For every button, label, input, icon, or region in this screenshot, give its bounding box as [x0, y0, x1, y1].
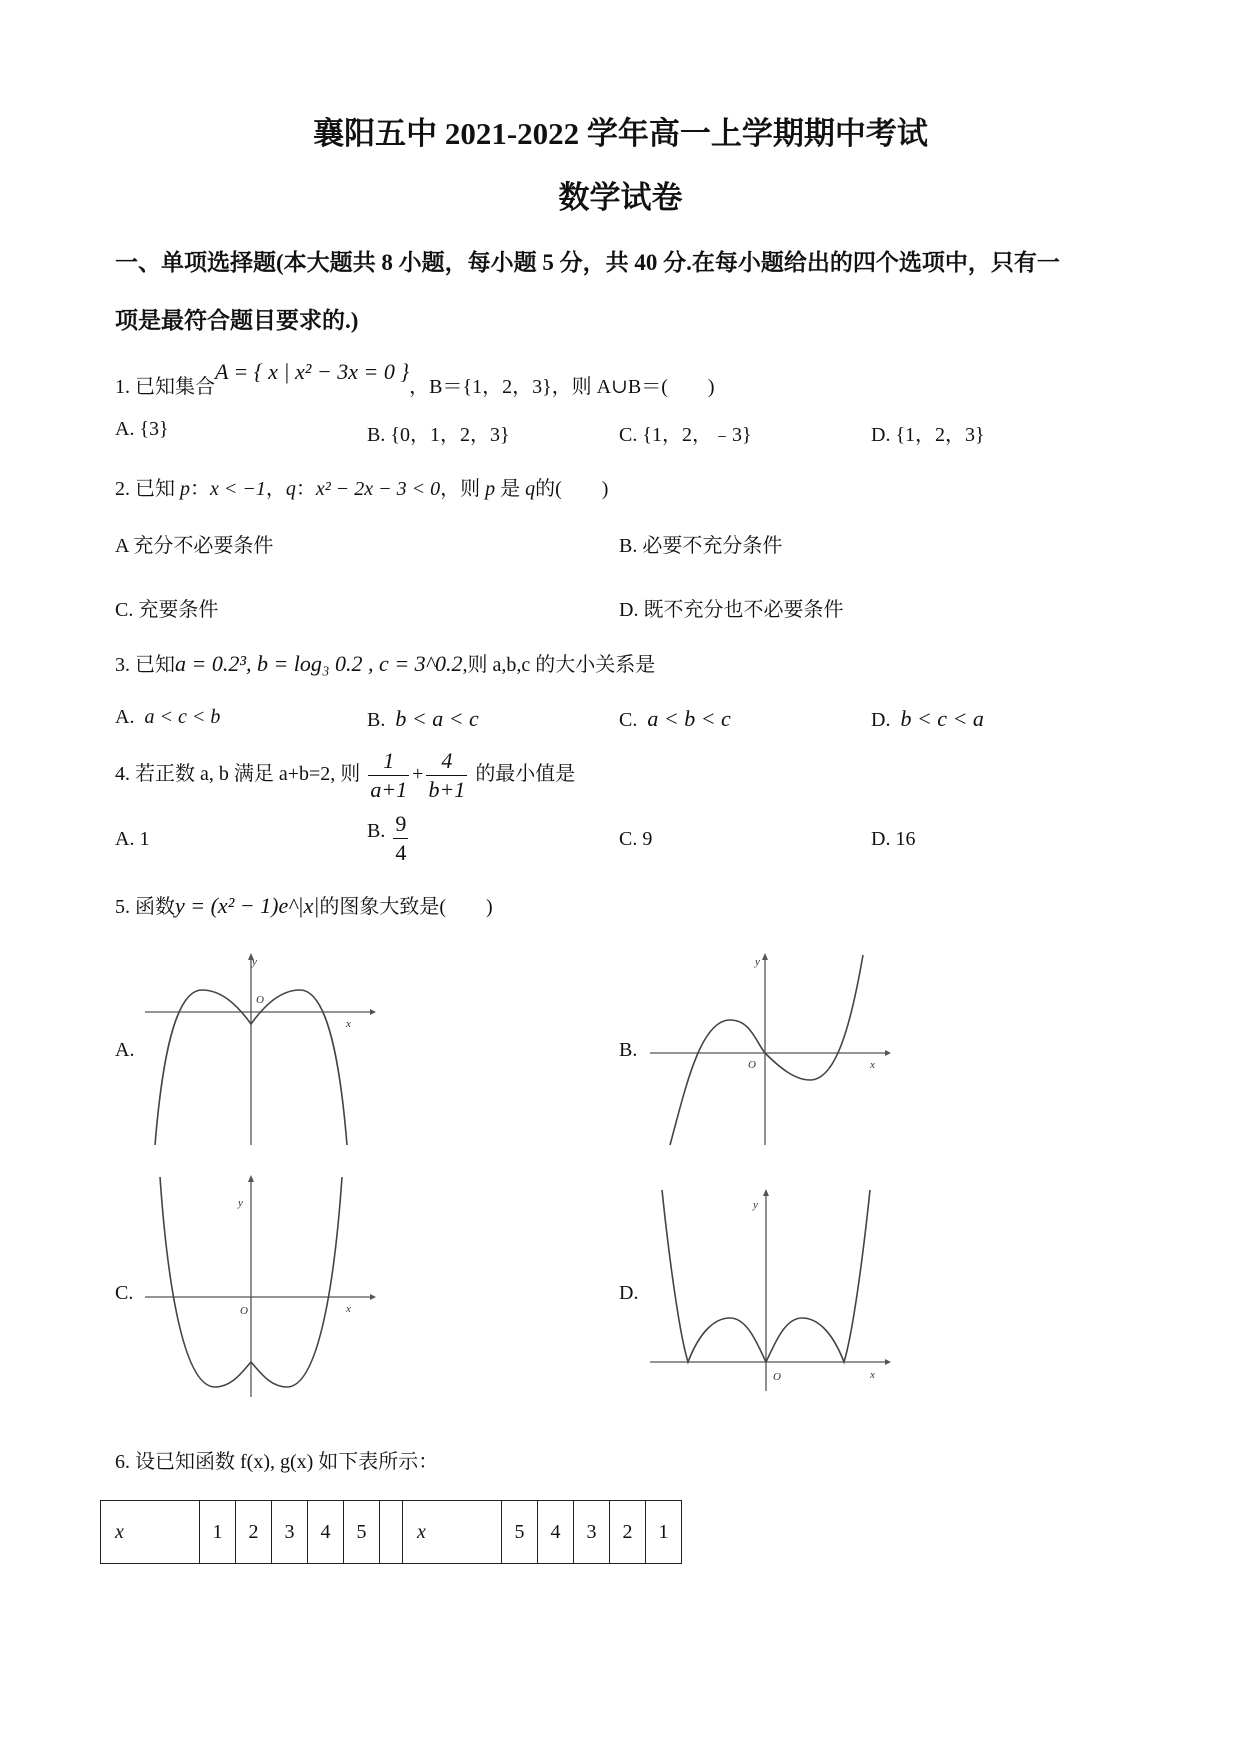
q3-option-d: D. b < c < a [871, 706, 984, 731]
q1-suffix: ，B＝{1，2，3}，则 A∪B＝( ) [409, 376, 715, 398]
q1-option-c: C. {1，2，﹣3} [619, 424, 752, 446]
q3-suffix: ,则 a,b,c 的大小关系是 [462, 654, 656, 676]
table-cell: 1 [200, 1501, 236, 1564]
svg-text:O: O [748, 1059, 756, 1071]
q4-option-b: B. $\frac{9}{4}$ [367, 811, 407, 865]
q1-option-d: D. {1，2，3} [871, 424, 985, 446]
q2-colon1: ： [190, 478, 210, 500]
q3-option-a: A. a < c < b [115, 706, 221, 728]
q4-stem [115, 747, 575, 804]
q5-graph-b-label: B. [619, 1039, 638, 1061]
q5-graph-c-label: C. [115, 1282, 134, 1304]
section-heading-line1: 一、单项选择题(本大题共 8 小题，每小题 5 分，共 40 分.在每小题给出的四个选项中，只有一 [115, 250, 1060, 275]
table-spacer-cell [380, 1501, 403, 1564]
q4-option-d: D. 16 [871, 828, 916, 850]
q2-option-d: D. 既不充分也不必要条件 [619, 599, 844, 621]
table-cell-x-right: x [403, 1501, 502, 1564]
svg-text:y: y [252, 956, 257, 968]
exam-title: 襄阳五中 2021-2022 学年高一上学期期中考试 [313, 116, 928, 151]
table-cell: 5 [502, 1501, 538, 1564]
q2-p-cond: x < −1 [210, 478, 266, 500]
svg-text:y: y [238, 1197, 243, 1209]
q5-graph-c [140, 1172, 380, 1402]
svg-text:O: O [240, 1305, 248, 1317]
q1-option-b: B. {0，1，2，3} [367, 424, 510, 446]
q4-option-c: C. 9 [619, 828, 653, 850]
q3-stem [115, 648, 655, 677]
q3-option-c: C. a < b < c [619, 706, 731, 731]
q2-colon2: ： [295, 478, 316, 500]
table-cell: 4 [538, 1501, 574, 1564]
q5-prefix: 5. 函数 [115, 896, 175, 918]
q5-graph-b [645, 950, 895, 1150]
table-cell: 2 [236, 1501, 272, 1564]
q2-q-cond: x² − 2x − 3 < 0 [315, 478, 441, 500]
q4-fraction-1: $\frac{1}{a+1}$ [370, 748, 408, 802]
q2-stem-a: 2. 已知 [115, 478, 175, 500]
q4-fraction-2: $\frac{4}{b+1}$ [428, 748, 466, 802]
table-cell-x-left: x [101, 1501, 200, 1564]
q2-option-c: C. 充要条件 [115, 599, 219, 621]
q2-comma: ， [265, 478, 286, 500]
q3-expr: a = 0.2³, b = log₃ 0.2 , c = 3^0.2 [175, 651, 463, 676]
svg-text:O: O [256, 994, 264, 1006]
svg-text:O: O [773, 1371, 781, 1383]
q4-prefix: 4. 若正数 a, b 满足 a+b=2, 则 [115, 763, 361, 786]
q4-option-a: A. 1 [115, 828, 150, 850]
svg-text:x: x [870, 1059, 875, 1071]
q5-graph-a-label: A. [115, 1039, 135, 1061]
svg-text:y: y [753, 1199, 758, 1211]
q2-p-ref: p [485, 478, 496, 500]
q5-suffix: 的图象大致是( ) [319, 896, 493, 918]
table-cell: 1 [646, 1501, 682, 1564]
q2-stem-c: 是 [500, 478, 521, 500]
q1-option-a: A. {3} [115, 418, 169, 440]
q5-graph-d-label: D. [619, 1282, 639, 1304]
q2-p: p [180, 478, 190, 500]
q2-stem-b: ，则 [440, 478, 481, 500]
q2-option-a: A 充分不必要条件 [115, 535, 274, 557]
q2-stem-d: 的( ) [535, 478, 609, 500]
q2-q: q [285, 478, 296, 500]
table-cell: 3 [574, 1501, 610, 1564]
q2-q-ref: q [525, 478, 536, 500]
q6-stem: 6. 设已知函数 f(x), g(x) 如下表所示： [115, 1451, 439, 1473]
q5-graph-a [140, 950, 380, 1150]
q3-prefix: 3. 已知 [115, 654, 175, 676]
q4-plus: + [412, 763, 424, 786]
table-row [101, 1501, 682, 1564]
section-heading-line2: 项是最符合题目要求的.) [115, 308, 359, 333]
q5-stem [115, 890, 493, 919]
table-cell: 2 [610, 1501, 646, 1564]
exam-subtitle: 数学试卷 [558, 180, 683, 215]
q1-set-a: A = { x | x² − 3x = 0 } [215, 359, 410, 384]
q5-graph-d [645, 1186, 895, 1396]
q1-prefix: 1. 已知集合 [115, 376, 215, 398]
table-cell: 4 [308, 1501, 344, 1564]
q2-stem [115, 472, 608, 501]
svg-text:x: x [346, 1303, 351, 1315]
svg-text:y: y [755, 956, 760, 968]
q1-stem [115, 359, 715, 399]
table-cell: 3 [272, 1501, 308, 1564]
table-cell: 5 [344, 1501, 380, 1564]
svg-text:x: x [870, 1369, 875, 1381]
q3-option-b: B. b < a < c [367, 706, 479, 731]
q5-expr: y = (x² − 1)e^|x| [175, 893, 320, 918]
svg-text:x: x [346, 1018, 351, 1030]
q2-option-b: B. 必要不充分条件 [619, 535, 783, 557]
q6-table [100, 1500, 682, 1564]
q4-suffix: 的最小值是 [475, 763, 576, 786]
